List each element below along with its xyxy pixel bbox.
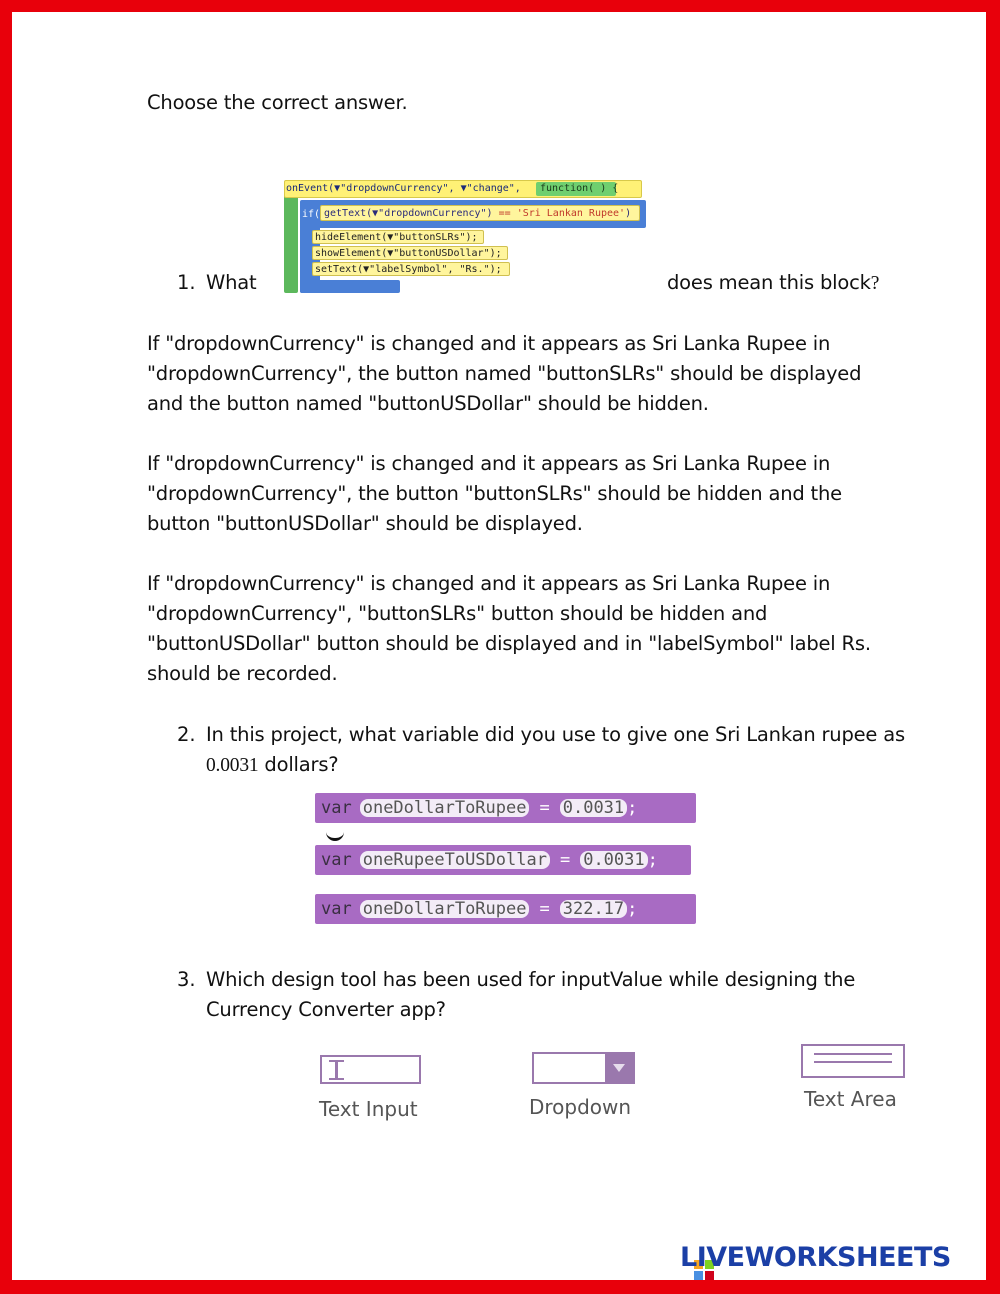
var-block-option-b[interactable] bbox=[315, 845, 691, 875]
q3-line1: Which design tool has been used for inputValue while designing the bbox=[206, 968, 856, 991]
q1-question-mark: ? bbox=[870, 273, 880, 294]
text-area-icon bbox=[801, 1044, 905, 1078]
var-block-option-c[interactable] bbox=[315, 894, 696, 924]
var-name: oneDollarToRupee bbox=[360, 799, 530, 817]
q3-line2: Currency Converter app? bbox=[206, 998, 446, 1021]
option-line: If "dropdownCurrency" is changed and it appears as Sri Lanka Rupee in bbox=[147, 332, 831, 355]
q1-number: 1. bbox=[177, 271, 196, 294]
worksheet-page bbox=[12, 12, 986, 1280]
code-show-element: showElement(▼"buttonUSDollar"); bbox=[315, 248, 502, 259]
dropdown-icon bbox=[532, 1052, 635, 1084]
code-onevent: onEvent( bbox=[286, 183, 335, 194]
block-connector bbox=[326, 830, 344, 841]
q2-value: 0.0031 bbox=[206, 755, 259, 776]
q2-number: 2. bbox=[177, 723, 196, 746]
var-equals: = bbox=[539, 899, 550, 919]
q3-number: 3. bbox=[177, 968, 196, 991]
code-string: 'Sri Lankan Rupee' bbox=[516, 208, 626, 219]
code-gettext: getText(▼"dropdownCurrency") bbox=[324, 208, 493, 219]
var-block-option-a[interactable] bbox=[315, 793, 696, 823]
option-line: "dropdownCurrency", the button named "buttonSLRs" should be displayed bbox=[147, 362, 862, 385]
code-function-end: ) { bbox=[600, 183, 619, 194]
code-function: function( bbox=[540, 183, 595, 194]
var-equals: = bbox=[539, 798, 550, 818]
var-keyword: var bbox=[321, 899, 352, 919]
text-input-icon bbox=[320, 1055, 421, 1084]
code-if-end: ) bbox=[625, 208, 632, 219]
code-arg2: ▼"change", bbox=[460, 183, 521, 194]
var-equals: = bbox=[559, 850, 571, 870]
var-name: oneRupeeToUSDollar bbox=[360, 851, 550, 869]
brand-name: LIVEWORKSHEETS bbox=[680, 1242, 951, 1273]
q1-prefix: What bbox=[206, 271, 257, 294]
option-line: "dropdownCurrency", the button "buttonSLRs" should be hidden and the bbox=[147, 482, 842, 505]
option-line: should be recorded. bbox=[147, 662, 338, 685]
code-set-text: setText(▼"labelSymbol", "Rs."); bbox=[315, 264, 502, 275]
option-line: If "dropdownCurrency" is changed and it appears as Sri Lanka Rupee in bbox=[147, 572, 831, 595]
var-value: 322.17 bbox=[560, 900, 627, 918]
dropdown-label: Dropdown bbox=[529, 1095, 632, 1119]
var-semicolon: ; bbox=[627, 899, 638, 919]
var-value: 0.0031 bbox=[580, 851, 647, 869]
code-equals: == bbox=[498, 208, 511, 219]
instructions: Choose the correct answer. bbox=[147, 91, 408, 114]
var-keyword: var bbox=[321, 850, 352, 870]
q1-code-block-image bbox=[284, 180, 654, 293]
var-semicolon: ; bbox=[627, 798, 638, 818]
option-line: "dropdownCurrency", "buttonSLRs" button should be hidden and bbox=[147, 602, 768, 625]
text-area-label: Text Area bbox=[804, 1087, 897, 1111]
q2-line1: In this project, what variable did you use to give one Sri Lankan rupee as bbox=[206, 723, 905, 746]
code-hide-element: hideElement(▼"buttonSLRs"); bbox=[315, 232, 478, 243]
option-line: and the button named "buttonUSDollar" should be hidden. bbox=[147, 392, 709, 415]
var-keyword: var bbox=[321, 798, 352, 818]
code-arg1: ▼"dropdownCurrency", bbox=[334, 183, 455, 194]
option-line: button "buttonUSDollar" should be displayed. bbox=[147, 512, 583, 535]
var-value: 0.0031 bbox=[560, 799, 627, 817]
code-if: if( bbox=[302, 209, 321, 220]
q2-line2: 0.0031 dollars? bbox=[206, 753, 339, 776]
var-semicolon: ; bbox=[647, 850, 658, 870]
option-line: If "dropdownCurrency" is changed and it appears as Sri Lanka Rupee in bbox=[147, 452, 831, 475]
var-name: oneDollarToRupee bbox=[360, 900, 530, 918]
q1-suffix: does mean this block? bbox=[667, 271, 880, 294]
option-line: "buttonUSDollar" button should be displayed and in "labelSymbol" label Rs. bbox=[147, 632, 871, 655]
text-input-label: Text Input bbox=[319, 1097, 418, 1121]
